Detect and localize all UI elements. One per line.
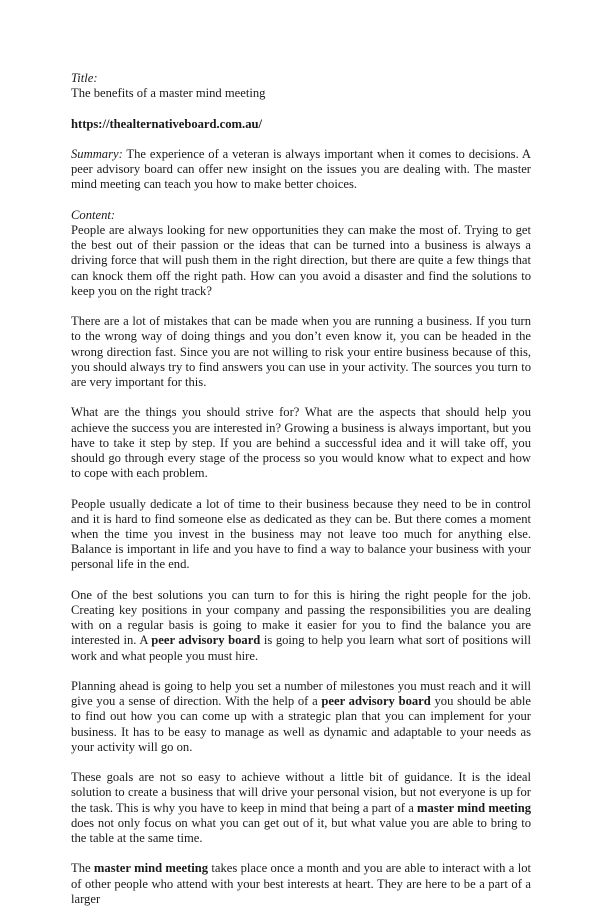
content-section xyxy=(71,208,531,907)
content-paragraph-1: People are always looking for new opportunities they can make the most of. Trying to get the best out of their passion or the ideas that can be turned into a business is always a driving force that will push them in the right direction, but there are quite a few things that can knock them off the right path. How can you avoid a disaster and find the solutions to keep you on the right track? xyxy=(71,222,531,298)
content-paragraph-2: There are a lot of mistakes that can be made when you are running a business. If you turn to the wrong way of doing things and you don’t even know it, you can be headed in the wrong direction fast. Since you are not willing to risk your entire business because of this, you should always try to find answers you can use in your activity. The sources you turn to are very important for this. xyxy=(71,314,531,389)
title-block xyxy=(71,71,531,101)
source-url: https://thealternativeboard.com.au/ xyxy=(71,116,262,131)
paragraph-text: Planning ahead is going to help you set a number of milestones you must reach and it will give you a sense of direction. With the help of a xyxy=(71,679,531,709)
summary-label: Summary: xyxy=(71,146,123,161)
summary-paragraph xyxy=(71,147,531,193)
bold-keyword: peer advisory board xyxy=(321,694,431,709)
paragraph-text: These goals are not so easy to achieve without a little bit of guidance. It is the ideal solution to create a business that will drive your personal vision, but not everyone is up for the task. This is why you have to keep in mind that being a part of a xyxy=(71,770,531,815)
paragraph-text: One of the best solutions you can turn to for this is hiring the right people for the job. Creating key positions in your company and passing the responsibilities you are dealing with on a regular basis is going to make it easier for you to find the balance you are interested in. A xyxy=(71,587,531,648)
content-paragraph-8 xyxy=(71,861,531,907)
content-paragraph-3: What are the things you should strive for? What are the aspects that should help you achieve the success you are interested in? Growing a business is always important, but you have to take it step by step. If you are behind a successful idea and it will take off, you should go through every stage of the process so you would know what to expect and how to cope with each problem. xyxy=(71,405,531,481)
document-page xyxy=(71,71,531,922)
content-paragraph-5 xyxy=(71,588,531,664)
paragraph-text: The xyxy=(71,861,94,876)
title-label: Title: xyxy=(71,71,98,85)
paragraph-text: does not only focus on what you can get out of it, but what value you are able to bring to the table at the same time. xyxy=(71,815,531,846)
summary-text: The experience of a veteran is always important when it comes to decisions. A peer advisory board can offer new insight on the issues you are dealing with. The master mind meeting can teach you how to make better choices. xyxy=(71,146,532,192)
paragraph-text: is going to help you learn what sort of positions will work and what people you must hire. xyxy=(71,633,531,663)
content-paragraph-6 xyxy=(71,679,531,755)
content-paragraph-4: People usually dedicate a lot of time to their business because they need to be in control and it is hard to find someone else as dedicated as they can be. But there comes a moment when the time you invest in the business may not leave too much for anything else. Balance is important in life and you have to find a way to balance your business with your personal life in the end. xyxy=(71,496,531,572)
content-paragraph-7 xyxy=(71,770,531,846)
content-label: Content: xyxy=(71,207,116,222)
bold-keyword: peer advisory board xyxy=(151,633,261,648)
paragraph-text: takes place once a month and you are able to interact with a lot of other people who attend with your best interests at heart. They are here to be a part of a larger xyxy=(71,861,531,906)
bold-keyword: master mind meeting xyxy=(417,800,532,815)
document-title: The benefits of a master mind meeting xyxy=(71,86,266,101)
paragraph-text: you should be able to find out how you can come up with a strategic plan that you can implement for your business. It has to be easy to manage as well as dynamic and adaptable to your needs as your activity will go on. xyxy=(71,694,531,754)
bold-keyword: master mind meeting xyxy=(93,861,209,876)
